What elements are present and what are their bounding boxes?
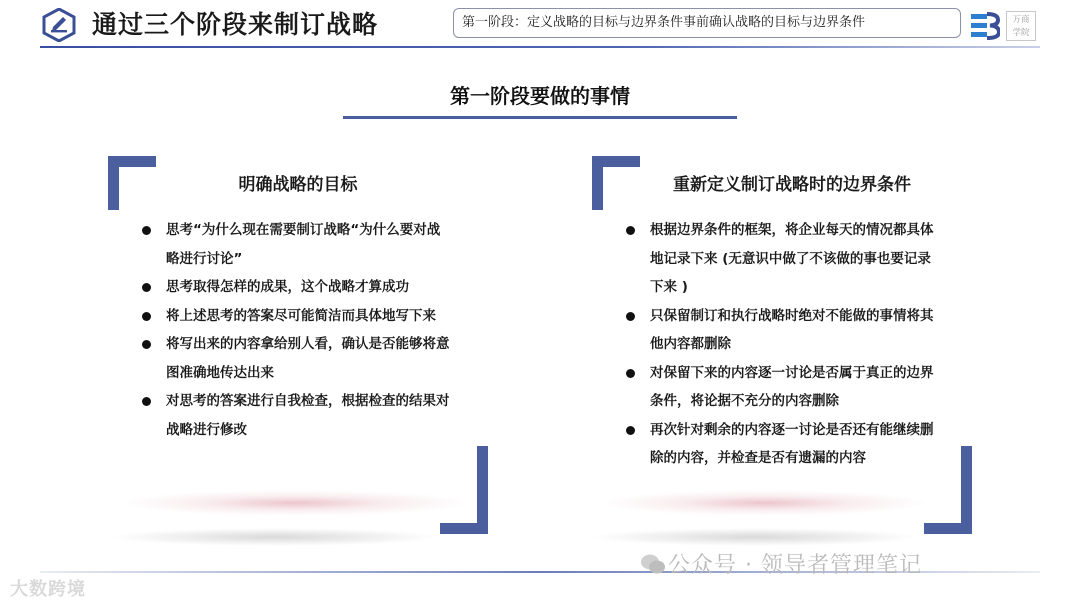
card-title: 明确战略的目标: [238, 175, 358, 195]
watermark-text: 公众号 · 领导者管理笔记: [668, 553, 922, 578]
bullet-icon: [626, 312, 635, 321]
brand-stamp: 万商 学院: [1006, 11, 1036, 41]
section-heading: 第一阶段要做的事情: [450, 84, 630, 108]
stage-tagline: 第一阶段：定义战略的目标与边界条件事前确认战略的目标与边界条件: [453, 8, 961, 38]
b3-logo-icon: [970, 12, 1000, 40]
goal-card: [108, 156, 488, 534]
bullet-icon: [142, 397, 151, 406]
list-item: 对思考的答案进行自我检查，根据检查的结果对战略进行修改: [138, 387, 450, 444]
list-item: 对保留下来的内容逐一讨论是否属于真正的边界条件，将论据不充分的内容删除: [622, 359, 940, 416]
header-divider: [40, 46, 1040, 48]
bullet-icon: [626, 426, 635, 435]
list-item: 将上述思考的答案尽可能简洁而具体地写下来: [138, 302, 450, 331]
bullet-icon: [626, 369, 635, 378]
bullet-icon: [142, 226, 151, 235]
corner-watermark: 大数跨境: [10, 579, 86, 600]
edit-pencil-icon: [42, 8, 76, 42]
header: [0, 0, 1080, 50]
bullet-list: [138, 216, 450, 444]
bracket-bottom-right: [440, 446, 488, 534]
bullet-icon: [142, 283, 151, 292]
bullet-icon: [142, 340, 151, 349]
list-item: 根据边界条件的框架，将企业每天的情况都具体地记录下来 (无意识中做了不该做的事也要记录下来 ): [622, 216, 940, 302]
list-item: 只保留制订和执行战略时绝对不能做的事情将其他内容都删除: [622, 302, 940, 359]
bullet-icon: [626, 226, 635, 235]
bullet-list: [622, 216, 940, 473]
wechat-icon: [640, 553, 666, 575]
list-item: 将写出来的内容拿给别人看，确认是否能够将意图准确地传达出来: [138, 330, 450, 387]
card-title: 重新定义制订战略时的边界条件: [673, 175, 911, 195]
list-item: 思考“为什么现在需要制订战略“为什么要对战略进行讨论”: [138, 216, 450, 273]
heading-underline: [343, 116, 737, 119]
bullet-icon: [142, 312, 151, 321]
list-item: 再次针对剩余的内容逐一讨论是否还有能继续删除的内容，并检查是否有遗漏的内容: [622, 416, 940, 473]
boundary-card: [592, 156, 972, 534]
list-item: 思考取得怎样的成果，这个战略才算成功: [138, 273, 450, 302]
page-title: 通过三个阶段来制订战略: [92, 10, 379, 39]
